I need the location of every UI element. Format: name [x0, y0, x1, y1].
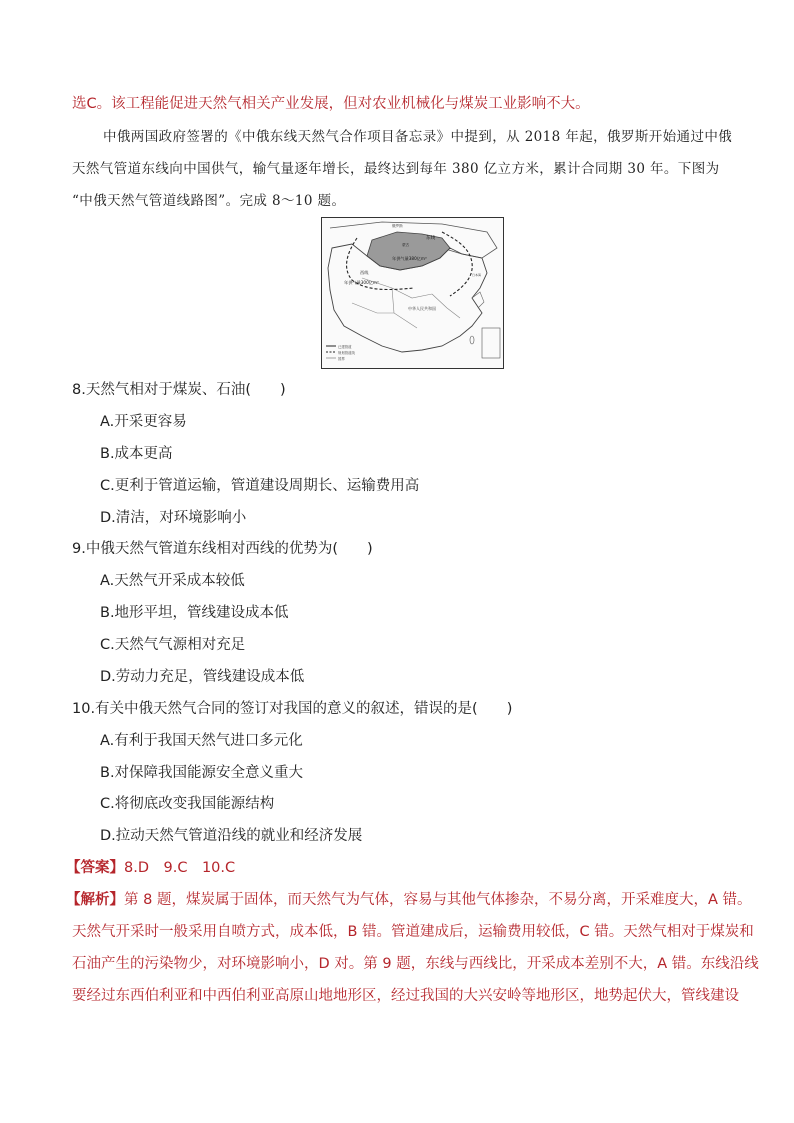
passage-line-2: 天然气管道东线向中国供气，输气量逐年增长，最终达到每年 380 亿立方米，累计合同期 30 年。下图为	[72, 161, 720, 177]
analysis-row-1	[66, 890, 751, 910]
pipeline-route-map	[321, 217, 504, 369]
question-9-option-b[interactable]: B.地形平坦，管线建设成本低	[100, 605, 289, 621]
question-8-option-a[interactable]: A.开采更容易	[100, 414, 187, 430]
question-10-option-c[interactable]: C.将彻底改变我国能源结构	[100, 796, 275, 812]
question-9-option-a[interactable]: A.天然气开采成本较低	[100, 573, 245, 589]
east-pipeline-route	[442, 232, 472, 296]
question-10-option-d[interactable]: D.拉动天然气管道沿线的就业和经济发展	[100, 828, 363, 844]
answer-text: 8.D 9.C 10.C	[124, 860, 236, 876]
label-east-line: 东线	[426, 236, 436, 241]
analysis-line-4: 要经过东西伯利亚和中西伯利亚高原山地地形区，经过我国的大兴安岭等地形区，地势起伏大，管线建设	[72, 988, 739, 1004]
question-8-option-b[interactable]: B.成本更高	[100, 446, 173, 462]
south-china-sea-inset	[482, 328, 500, 358]
question-10-option-a[interactable]: A.有利于我国天然气进口多元化	[100, 733, 303, 749]
analysis-label: 【解析】	[66, 892, 124, 908]
legend-planned: 规划管道线	[338, 351, 355, 355]
question-9-option-c[interactable]: C.天然气气源相对充足	[100, 637, 246, 653]
label-west-line: 西线	[360, 270, 369, 275]
label-mongolia: 蒙古	[402, 243, 410, 247]
answer-row	[66, 858, 235, 878]
question-8-option-c[interactable]: C.更利于管道运输，管道建设周期长、运输费用高	[100, 478, 420, 494]
label-china: 中华人民共和国	[408, 306, 436, 311]
previous-answer-line: 选C。该工程能促进天然气相关产业发展，但对农业机械化与煤炭工业影响不大。	[72, 96, 590, 112]
map-drawing	[322, 218, 503, 368]
analysis-line-2: 天然气开采时一般采用自喷方式，成本低，B 错。管道建成后，运输费用较低，C 错。天然气相对于煤炭和	[72, 924, 754, 940]
question-10-stem: 10.有关中俄天然气合同的签订对我国的意义的叙述，错误的是( )	[72, 701, 513, 717]
question-10-option-b[interactable]: B.对保障我国能源安全意义重大	[100, 765, 304, 781]
label-japan-sea: 日本海	[472, 273, 482, 277]
legend-built: 已建管道	[338, 345, 352, 349]
label-east-volume: 年供气量380亿m³	[392, 256, 427, 261]
analysis-line-1: 第 8 题，煤炭属于固体，而天然气为气体，容易与其他气体掺杂，不易分离，开采难度大，A 错。	[124, 892, 752, 908]
analysis-line-3: 石油产生的污染物少，对环境影响小，D 对。第 9 题，东线与西线比，开采成本差别不大，A 错。东线沿线	[72, 956, 759, 972]
question-9-option-d[interactable]: D.劳动力充足，管线建设成本低	[100, 669, 305, 685]
question-8-option-d[interactable]: D.清洁，对环境影响小	[100, 510, 247, 526]
label-russia: 俄罗斯	[392, 224, 403, 228]
passage-line-1: 中俄两国政府签署的《中俄东线天然气合作项目备忘录》中提到，从 2018 年起，俄罗斯开始通过中俄	[103, 129, 733, 145]
question-9-stem: 9.中俄天然气管道东线相对西线的优势为( )	[72, 541, 373, 557]
answer-label: 【答案】	[66, 860, 124, 876]
legend-border: 国界	[338, 357, 345, 361]
question-8-stem: 8.天然气相对于煤炭、石油( )	[72, 382, 286, 398]
mongolia-region	[367, 232, 450, 270]
passage-line-3: “中俄天然气管道线路图”。完成 8～10 题。	[72, 193, 346, 209]
label-west-volume: 年供气量300亿m³	[344, 280, 379, 285]
